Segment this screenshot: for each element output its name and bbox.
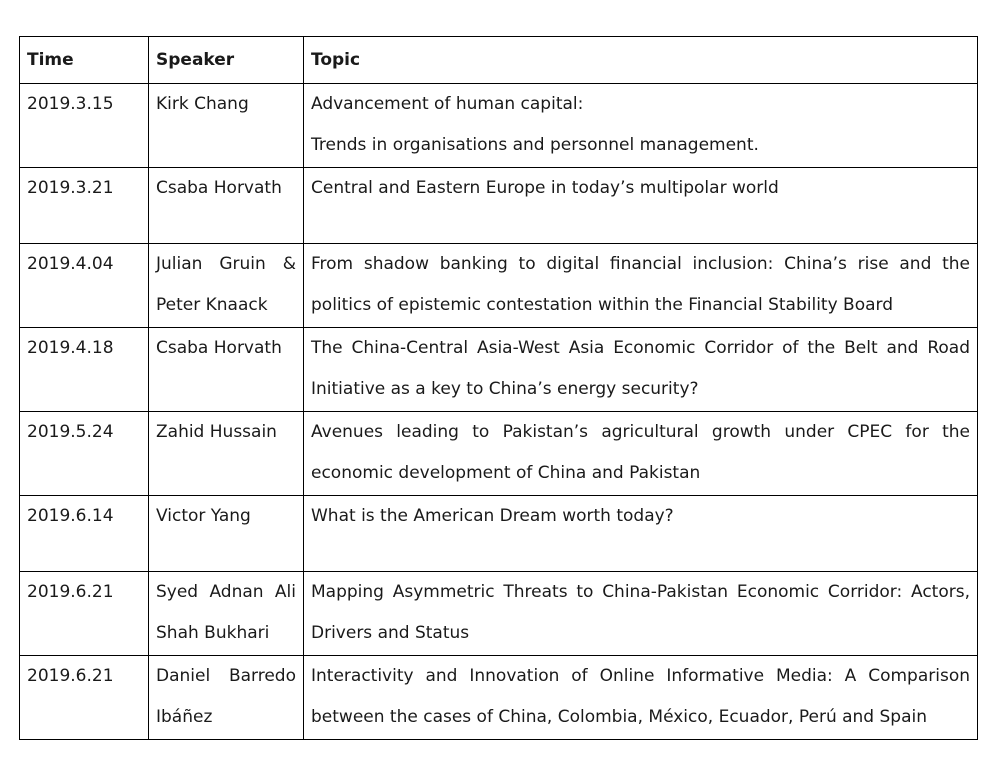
cell-topic: Central and Eastern Europe in today’s multipolar world — [304, 168, 978, 244]
cell-topic: Interactivity and Innovation of Online Informative Media: A Comparison between the cases of China, Colombia, México, Ecuador, Perú and Spain — [304, 656, 978, 740]
schedule-table — [19, 36, 978, 740]
table-row — [20, 496, 978, 572]
cell-topic: What is the American Dream worth today? — [304, 496, 978, 572]
cell-topic: From shadow banking to digital financial inclusion: China’s rise and the politics of epistemic contestation within the Financial Stability Board — [304, 244, 978, 328]
cell-speaker: Csaba Horvath — [149, 168, 304, 244]
cell-time: 2019.6.14 — [20, 496, 149, 572]
cell-time: 2019.6.21 — [20, 656, 149, 740]
topic-line: Trends in organisations and personnel management. — [311, 135, 759, 155]
cell-time: 2019.6.21 — [20, 572, 149, 656]
cell-speaker: Zahid Hussain — [149, 412, 304, 496]
table-row — [20, 412, 978, 496]
cell-time: 2019.5.24 — [20, 412, 149, 496]
cell-topic: Mapping Asymmetric Threats to China-Pakistan Economic Corridor: Actors, Drivers and Status — [304, 572, 978, 656]
cell-time: 2019.3.21 — [20, 168, 149, 244]
header-speaker: Speaker — [149, 37, 304, 84]
table-row — [20, 656, 978, 740]
header-time: Time — [20, 37, 149, 84]
topic-line: Advancement of human capital: — [311, 94, 584, 114]
table-row — [20, 84, 978, 168]
cell-speaker: Syed Adnan Ali Shah Bukhari — [149, 572, 304, 656]
table-row — [20, 168, 978, 244]
cell-speaker: Csaba Horvath — [149, 328, 304, 412]
table-row — [20, 244, 978, 328]
cell-topic: The China-Central Asia-West Asia Economic Corridor of the Belt and Road Initiative as a key to China’s energy security? — [304, 328, 978, 412]
cell-time: 2019.4.18 — [20, 328, 149, 412]
cell-speaker: Victor Yang — [149, 496, 304, 572]
table-header-row — [20, 37, 978, 84]
header-topic: Topic — [304, 37, 978, 84]
cell-time: 2019.3.15 — [20, 84, 149, 168]
cell-topic: Avenues leading to Pakistan’s agricultural growth under CPEC for the economic development of China and Pakistan — [304, 412, 978, 496]
table-row — [20, 328, 978, 412]
cell-topic — [304, 84, 978, 168]
cell-speaker: Daniel Barredo Ibáñez — [149, 656, 304, 740]
cell-speaker: Kirk Chang — [149, 84, 304, 168]
cell-speaker: Julian Gruin & Peter Knaack — [149, 244, 304, 328]
cell-time: 2019.4.04 — [20, 244, 149, 328]
table-row — [20, 572, 978, 656]
